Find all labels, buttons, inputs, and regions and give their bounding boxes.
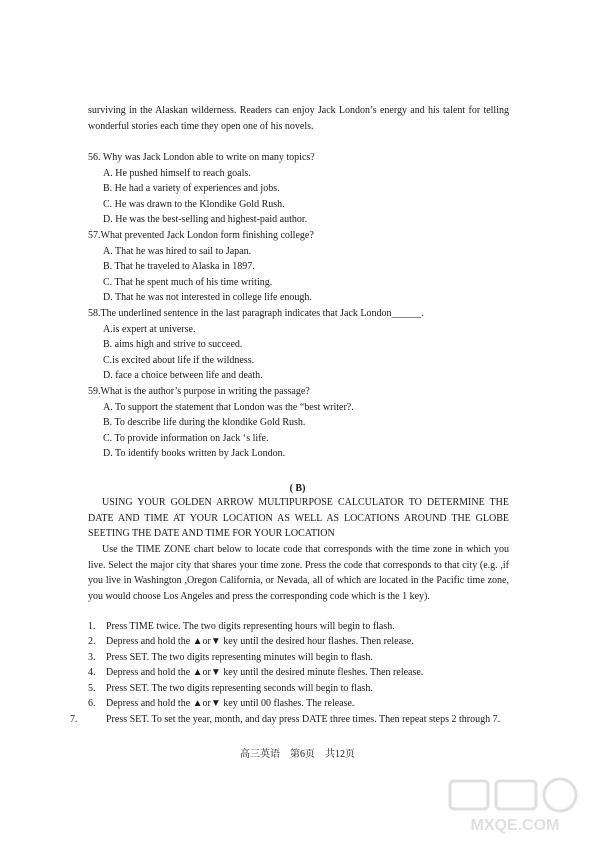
question-57-option-d: D. That he was not interested in college life enough.: [103, 292, 312, 303]
step-number: 3.: [88, 652, 96, 663]
step-number: 2.: [88, 636, 96, 647]
question-57-option-c: C. That he spent much of his time writing.: [103, 277, 273, 288]
step-text: Press SET. The two digits representing minutes will begin to flash.: [106, 652, 373, 663]
step-item: [88, 634, 509, 650]
step-item: [70, 712, 527, 728]
section-b-heading: USING YOUR GOLDEN ARROW MULTIPURPOSE CALCULATOR TO DETERMINE THE DATE AND TIME AT YOUR LOCATION AS WELL AS LOCATIONS AROUND THE GLOBE SEETING THE DATE AND TIME FOR YOUR LOCATION: [88, 497, 509, 540]
step-number: 5.: [88, 683, 96, 694]
question-59-option-c: C. To provide information on Jack ‘s life.: [103, 433, 269, 444]
watermark-text: MXQE.COM: [470, 817, 560, 834]
step-text: Press SET. To set the year, month, and day press DATE three times. Then repeat steps 2 through 7.: [106, 714, 501, 725]
question-56-option-b: B. He had a variety of experiences and jobs.: [103, 183, 280, 194]
step-text: Press SET. The two digits representing seconds will begin to flash.: [106, 683, 373, 694]
question-59-option-d: D. To identify books written by Jack London.: [103, 448, 286, 459]
question-56-option-c: C. He was drawn to the Klondike Gold Rush.: [103, 199, 285, 210]
step-text: Press TIME twice. The two digits representing hours will begin to flash.: [106, 621, 395, 632]
step-item: [88, 665, 509, 681]
page-footer: 高三英语 第6页 共12页: [240, 749, 355, 760]
step-item: [88, 696, 509, 712]
intro-paragraph: surviving in the Alaskan wilderness. Readers can enjoy Jack London’s energy and his talent for telling wonderful stories each time they open one of his novels.: [88, 105, 509, 132]
question-59-option-b: B. To describe life during the klondike Gold Rush.: [103, 417, 306, 428]
question-59-stem: 59.What is the author’s purpose in writing the passage?: [88, 386, 310, 397]
step-number: 6.: [88, 698, 96, 709]
section-b-paragraph: Use the TIME ZONE chart below to locate code that corresponds with the time zone in which you live. Select the major city that shares your time zone. Press the code that corresponds to that city (e.g. ,if you live in Washington ,Oregon California, or Nevada, all of which are located in the Pacific time zone, you would choose Los Angeles and press the corresponding code which is the 1 key).: [88, 544, 509, 602]
watermark-logo: [440, 775, 590, 835]
question-58-option-b: B. aims high and strive to succeed.: [103, 339, 243, 350]
question-58-option-d: D. face a choice between life and death.: [103, 370, 263, 381]
question-57-stem: 57.What prevented Jack London form finishing college?: [88, 230, 314, 241]
question-59-option-a: A. To support the statement that London was the “best writer?.: [103, 402, 354, 413]
question-58-option-a: A.is expert at universe.: [103, 324, 196, 335]
step-text: Depress and hold the ▲or▼ key until the desired minute fleshes. Then release.: [106, 667, 424, 678]
question-58-option-c: C.is excited about life if the wildness.: [103, 355, 255, 366]
step-text: Depress and hold the ▲or▼ key until 00 flashes. The release.: [106, 698, 355, 709]
step-item: [88, 650, 509, 666]
step-item: [88, 681, 509, 697]
question-56-option-d: D. He was the best-selling and highest-paid author.: [103, 214, 308, 225]
section-b-label: ( B): [289, 483, 306, 494]
question-56-stem: 56. Why was Jack London able to write on many topics?: [88, 152, 315, 163]
step-number: 4.: [88, 667, 96, 678]
question-57-option-b: B. That he traveled to Alaska in 1897.: [103, 261, 255, 272]
question-56-option-a: A. He pushed himself to reach goals.: [103, 168, 251, 179]
question-58-stem: 58.The underlined sentence in the last paragraph indicates that Jack London______.: [88, 308, 425, 319]
step-item: [88, 619, 509, 635]
step-number: 7.: [70, 714, 78, 725]
question-57-option-a: A. That he was hired to sail to Japan.: [103, 246, 252, 257]
step-text: Depress and hold the ▲or▼ key until the desired hour flashes. Then release.: [106, 636, 414, 647]
step-number: 1.: [88, 621, 96, 632]
